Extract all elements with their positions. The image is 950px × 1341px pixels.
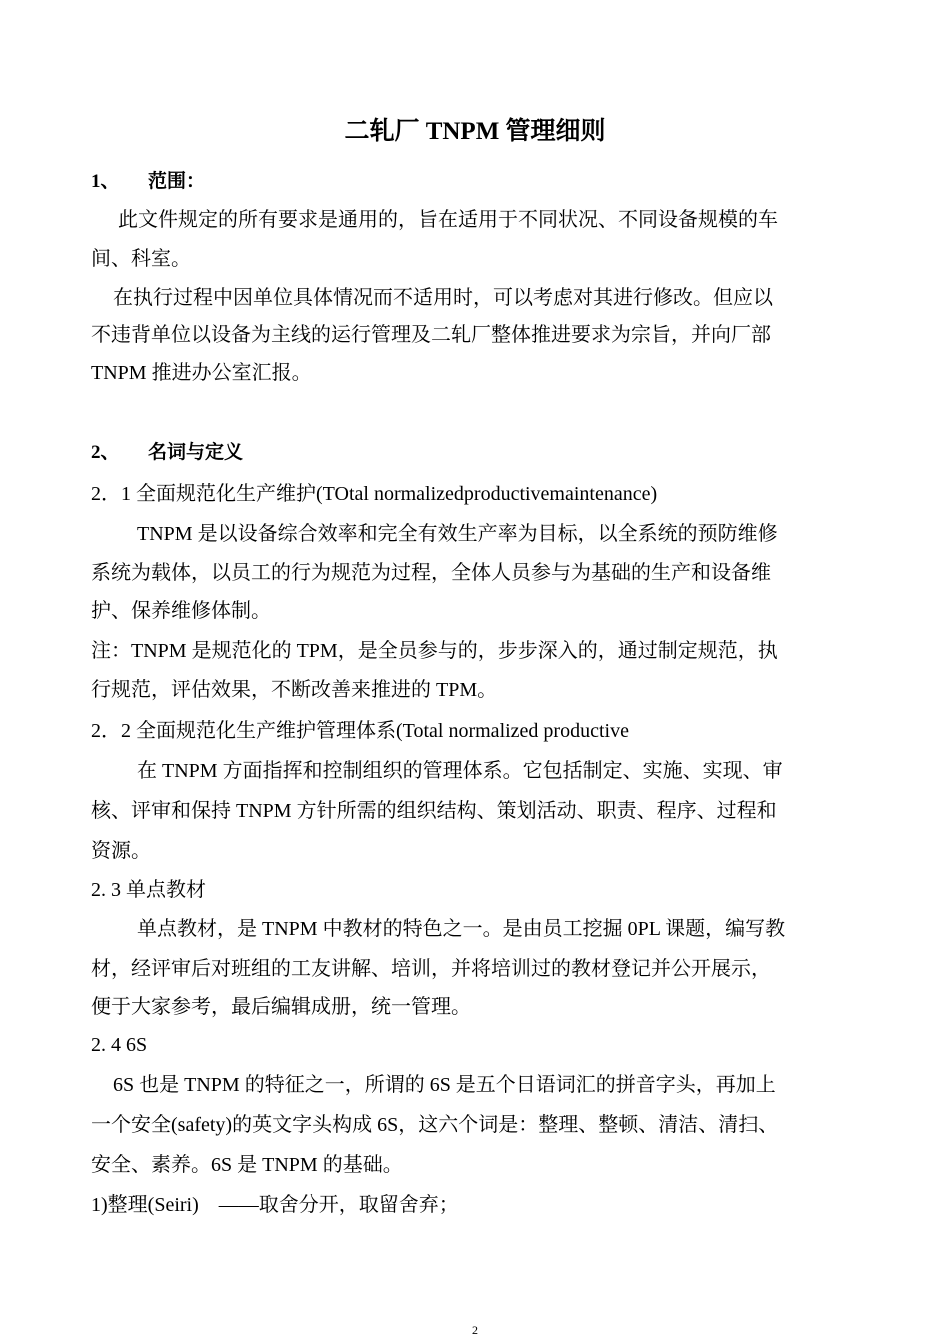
paragraph-line: 安全、素养。6S 是 TNPM 的基础。 [91,1154,403,1176]
paragraph-line: 便于大家参考，最后编辑成册，统一管理。 [91,996,471,1018]
section-number: 2、 [91,442,120,463]
subsection-heading: 2．1 全面规范化生产维护(TOtal normalizedproductivemaintenance) [91,483,658,505]
paragraph-line: TNPM 是以设备综合效率和完全有效生产率为目标，以全系统的预防维修 [137,523,778,545]
subsection-heading: 2. 3 单点教材 [91,879,206,901]
document-title: 二轧厂 TNPM 管理细则 [344,118,606,145]
section-heading-scope [91,168,205,196]
paragraph-line: 间、科室。 [91,248,191,270]
paragraph-line: 6S 也是 TNPM 的特征之一，所谓的 6S 是五个日语词汇的拼音字头，再加上 [113,1074,776,1096]
paragraph-line: 核、评审和保持 TNPM 方针所需的组织结构、策划活动、职责、程序、过程和 [91,800,777,822]
paragraph-line: 一个安全(safety)的英文字头构成 6S，这六个词是：整理、整顿、清洁、清扫、 [91,1114,779,1136]
subsection-heading: 2．2 全面规范化生产维护管理体系(Total normalized productive [91,720,629,742]
section-number: 1、 [91,171,120,192]
paragraph-line: 在执行过程中因单位具体情况而不适用时，可以考虑对其进行修改。但应以 [113,287,773,309]
paragraph-line: 系统为载体，以员工的行为规范为过程，全体人员参与为基础的生产和设备维 [91,562,771,584]
page-number: 2 [472,1323,478,1337]
note-line: 行规范，评估效果，不断改善来推进的 TPM。 [91,679,498,701]
paragraph-line: 在 TNPM 方面指挥和控制组织的管理体系。它包括制定、实施、实现、审 [137,760,783,782]
paragraph-line: 护、保养维修体制。 [91,600,271,622]
section-heading-text: 名词与定义 [148,442,244,463]
paragraph-line: 单点教材，是 TNPM 中教材的特色之一。是由员工挖掘 0PL 课题，编写教 [137,918,786,940]
list-item: 1)整理(Seiri) ——取舍分开，取留舍弃； [91,1194,459,1216]
paragraph-line: 材，经评审后对班组的工友讲解、培训，并将培训过的教材登记并公开展示， [91,958,771,980]
section-heading-text: 范围： [148,171,206,192]
subsection-heading: 2. 4 6S [91,1034,148,1056]
section-heading-definitions [91,439,243,467]
paragraph-line: TNPM 推进办公室汇报。 [91,362,312,384]
paragraph-line: 不违背单位以设备为主线的运行管理及二轧厂整体推进要求为宗旨，并向厂部 [91,324,771,346]
paragraph-line: 此文件规定的所有要求是通用的，旨在适用于不同状况、不同设备规模的车 [118,209,778,231]
note-line: 注：TNPM 是规范化的 TPM，是全员参与的，步步深入的，通过制定规范，执 [91,640,778,662]
paragraph-line: 资源。 [91,840,151,862]
